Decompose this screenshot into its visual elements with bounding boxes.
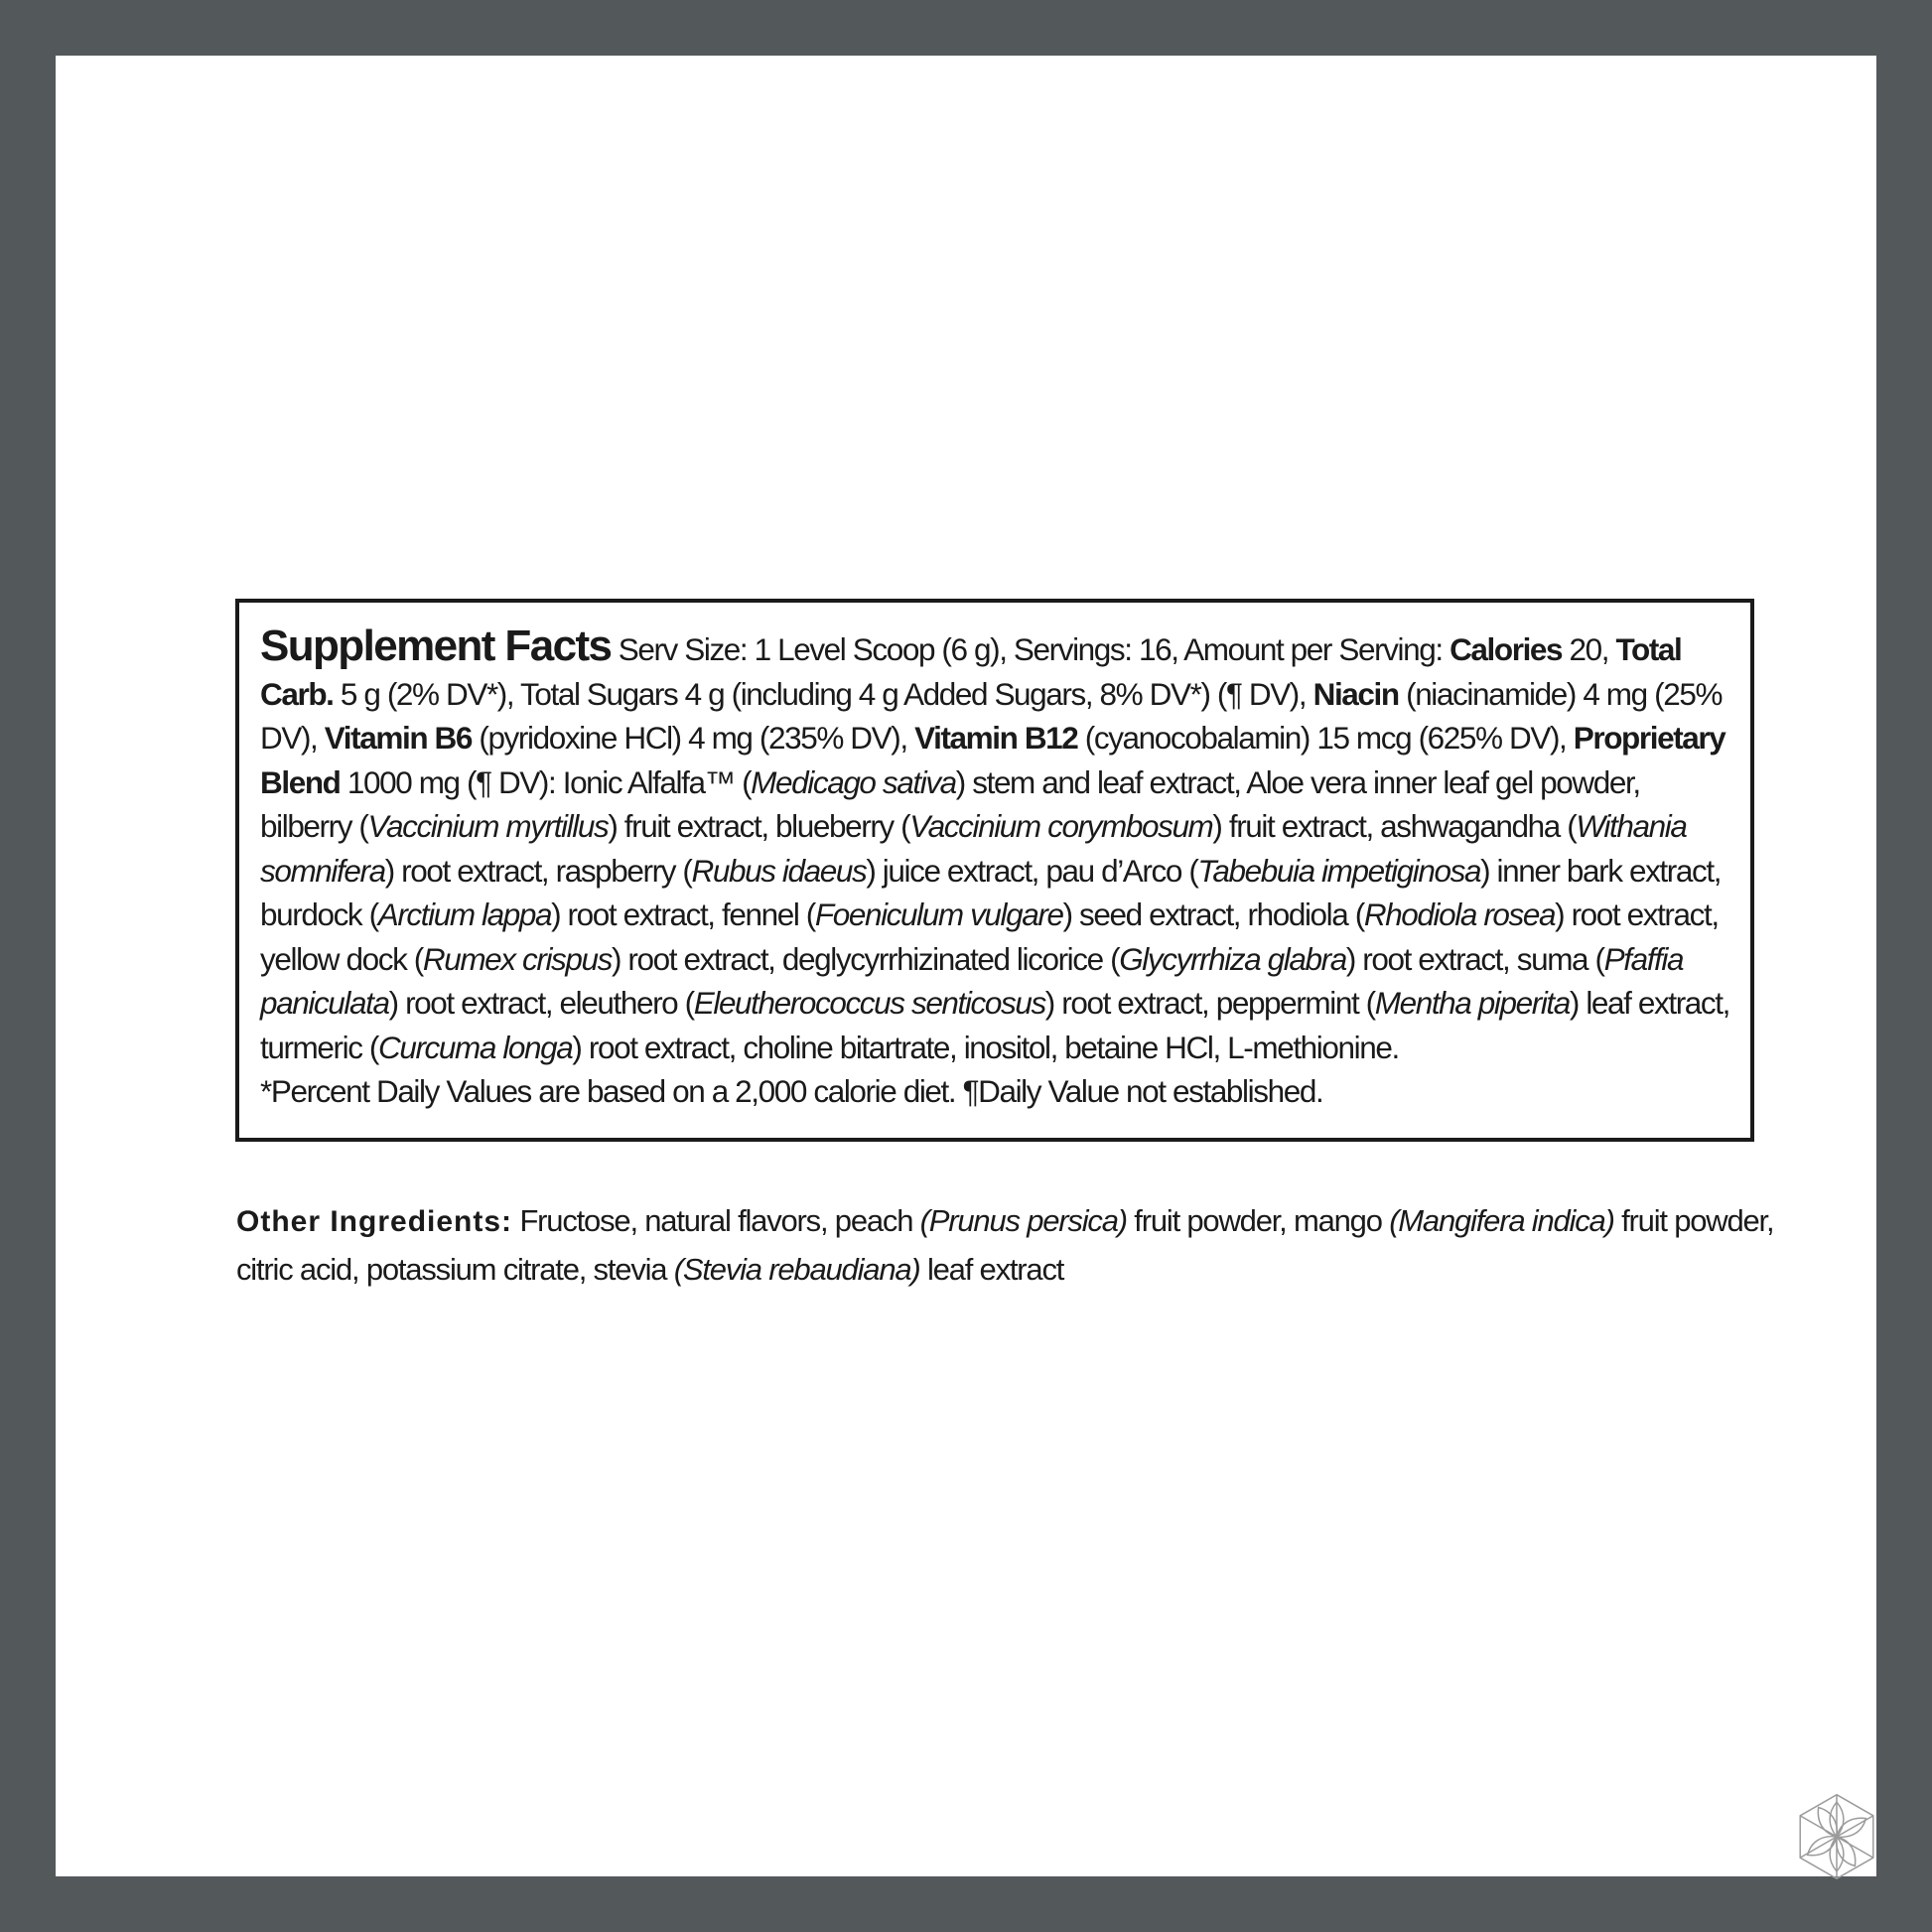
blend-text: ) root extract, yellow dock (: [260, 897, 1719, 977]
blend-text: ) root extract, choline bitartrate, inositol, betaine HCl, L-methionine.: [572, 1029, 1399, 1065]
blend-text: ) stem and leaf extract, Aloe vera inner leaf gel powder, bilberry (: [260, 763, 1640, 844]
ingredient-text: leaf extract: [919, 1252, 1064, 1287]
blend-text: ) root extract, eleuthero (: [388, 985, 694, 1021]
niacin-label: Niacin: [1312, 675, 1399, 712]
botanical-name: Tabebuia impetiginosa: [1197, 852, 1481, 889]
vitamin-b12-label: Vitamin B12: [914, 720, 1078, 756]
botanical-name: (Stevia rebaudiana): [673, 1252, 920, 1287]
vitamin-b6-label: Vitamin B6: [324, 720, 472, 756]
botanical-name: Pfaffia paniculata: [260, 940, 1684, 1021]
vitamin-b12-info: (cyanocobalamin) 15 mcg (625% DV),: [1077, 720, 1574, 756]
other-ingredients: [236, 1197, 1785, 1294]
ingredient-text: Fructose, natural flavors, peach: [512, 1203, 920, 1238]
botanical-name: Foeniculum vulgare: [814, 897, 1063, 932]
daily-value-footnote: *Percent Daily Values are based on a 2,000 calorie diet. ¶Daily Value not established.: [260, 1073, 1323, 1109]
botanical-name: Rumex crispus: [422, 940, 612, 977]
botanical-name: Vaccinium corymbosum: [909, 808, 1213, 844]
botanical-name: Medicago sativa: [751, 763, 956, 800]
label-panel: [56, 56, 1876, 1876]
blend-text: ) root extract, suma (: [1345, 940, 1604, 977]
botanical-name: (Prunus persica): [919, 1203, 1127, 1238]
total-carb-label: Total Carb.: [260, 631, 1682, 712]
blend-text: ) seed extract, rhodiola (: [1062, 897, 1364, 932]
botanical-name: Curcuma longa: [378, 1029, 573, 1065]
supplement-facts-text: [260, 621, 1730, 1069]
blend-text: ) fruit extract, ashwagandha (: [1212, 808, 1577, 844]
carb-sugar-info: 5 g (2% DV*), Total Sugars 4 g (including 4 g Added Sugars, 8% DV*) (¶ DV),: [333, 675, 1313, 712]
botanical-name: Rhodiola rosea: [1363, 897, 1556, 932]
serving-info: Serv Size: 1 Level Scoop (6 g), Servings: 16, Amount per Serving:: [611, 631, 1450, 667]
blend-text: ) fruit extract, blueberry (: [608, 808, 910, 844]
proprietary-blend-label: Proprietary Blend: [260, 720, 1725, 800]
blend-text: ) root extract, peppermint (: [1044, 985, 1375, 1021]
calories-label: Calories: [1449, 631, 1563, 667]
blend-text: 1000 mg (¶ DV): Ionic Alfalfa™ (: [340, 763, 752, 800]
ingredient-text: fruit powder, citric acid, potassium citrate, stevia: [236, 1203, 1774, 1287]
blend-text: ) root extract, raspberry (: [384, 852, 692, 889]
botanical-name: Withania somnifera: [260, 808, 1687, 889]
botanical-name: Vaccinium myrtillus: [367, 808, 609, 844]
blend-text: ) root extract, deglycyrrhizinated licorice (: [611, 940, 1120, 977]
botanical-name: Eleutherococcus senticosus: [693, 985, 1045, 1021]
botanical-name: Glycyrrhiza glabra: [1119, 940, 1346, 977]
ingredient-text: fruit powder, mango: [1126, 1203, 1390, 1238]
botanical-name: Mentha piperita: [1374, 985, 1570, 1021]
botanical-name: Arctium lappa: [377, 897, 552, 932]
flower-of-life-icon: [1791, 1791, 1882, 1882]
other-ingredients-label: Other Ingredients:: [236, 1205, 513, 1238]
blend-text: ) juice extract, pau d’Arco (: [866, 852, 1198, 889]
blend-text: ) inner bark extract, burdock (: [260, 852, 1722, 932]
blend-text: ) root extract, fennel (: [551, 897, 815, 932]
blend-text: ) leaf extract, turmeric (: [260, 985, 1729, 1065]
supplement-facts-title: Supplement Facts: [260, 621, 612, 670]
calories-value: 20,: [1562, 631, 1616, 667]
botanical-name: Rubus idaeus: [691, 852, 867, 889]
botanical-name: (Mangifera indica): [1389, 1203, 1614, 1238]
vitamin-b6-info: (pyridoxine HCl) 4 mg (235% DV),: [472, 720, 915, 756]
niacin-info: (niacinamide) 4 mg (25% DV),: [260, 675, 1723, 756]
supplement-facts-box: [235, 599, 1754, 1142]
